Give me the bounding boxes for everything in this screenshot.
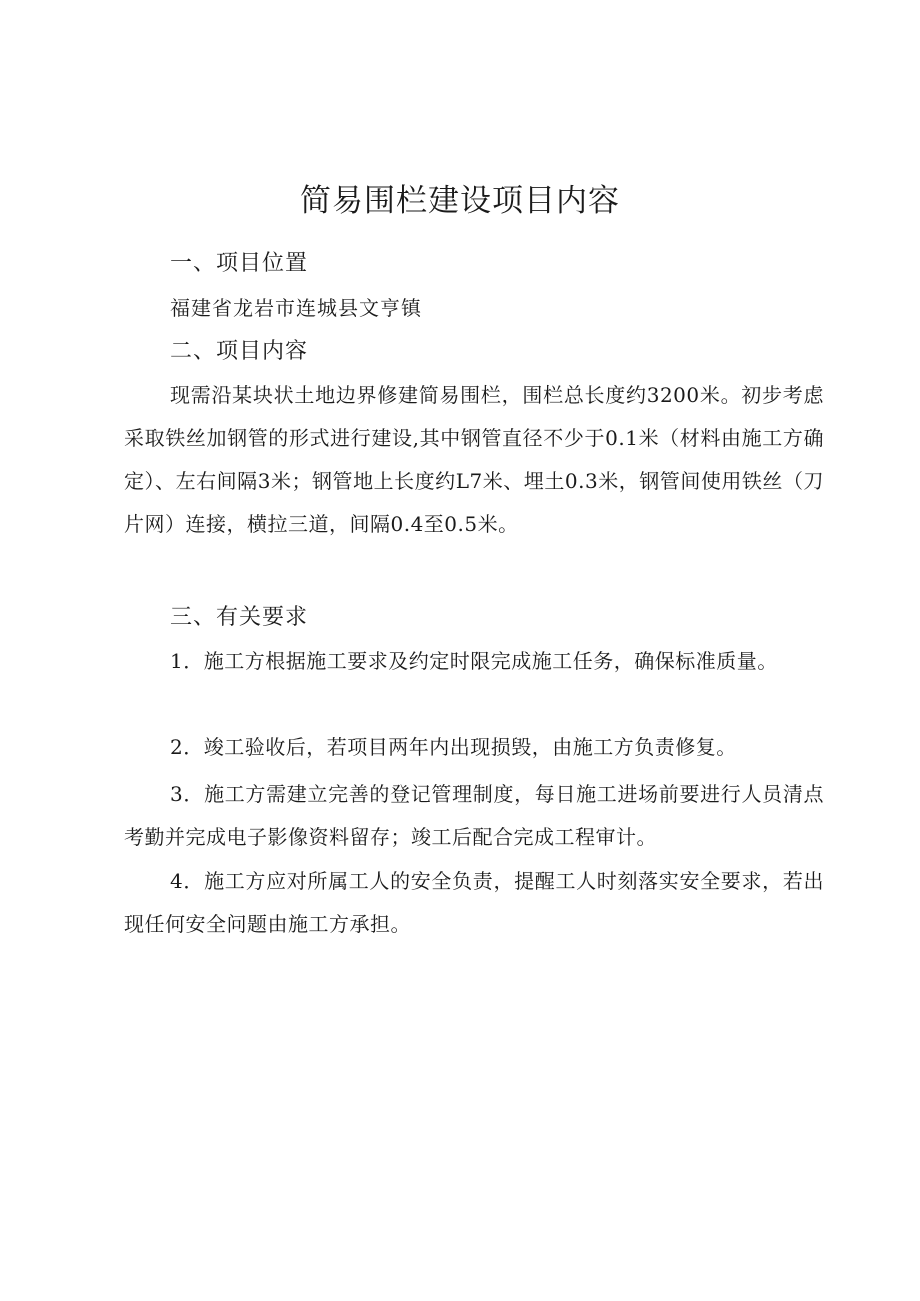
document-title: 简易围栏建设项目内容 bbox=[300, 183, 620, 219]
section-heading-requirements: 三、有关要求 bbox=[170, 605, 309, 630]
location-text: 福建省龙岩市连城县文亨镇 bbox=[170, 296, 422, 320]
content-paragraph: 现需沿某块状土地边界修建简易围栏，围栏总长度约3200米。初步考虑采取铁丝加钢管的形式进行建设,其中钢管直径不少于0.1米（材料由施工方确定）、左右间隔3米；钢管地上长度约L7米、埋土0.3米，钢管间使用铁丝（刀片网）连接，横拉三道，间隔0.4至0.5米。 bbox=[124, 383, 824, 536]
requirement-item-4: 4．施工方应对所属工人的安全负责，提醒工人时刻落实安全要求，若出现任何安全问题由施工方承担。 bbox=[124, 869, 824, 936]
requirement-item-2: 2．竣工验收后，若项目两年内出现损毁，由施工方负责修复。 bbox=[170, 735, 737, 759]
requirement-item-3: 3．施工方需建立完善的登记管理制度，每日施工进场前要进行人员清点考勤并完成电子影像资料留存；竣工后配合完成工程审计。 bbox=[124, 782, 824, 849]
section-heading-content: 二、项目内容 bbox=[170, 339, 309, 364]
requirement-item-1: 1．施工方根据施工要求及约定时限完成施工任务，确保标准质量。 bbox=[170, 649, 778, 673]
section-heading-location: 一、项目位置 bbox=[170, 251, 309, 276]
